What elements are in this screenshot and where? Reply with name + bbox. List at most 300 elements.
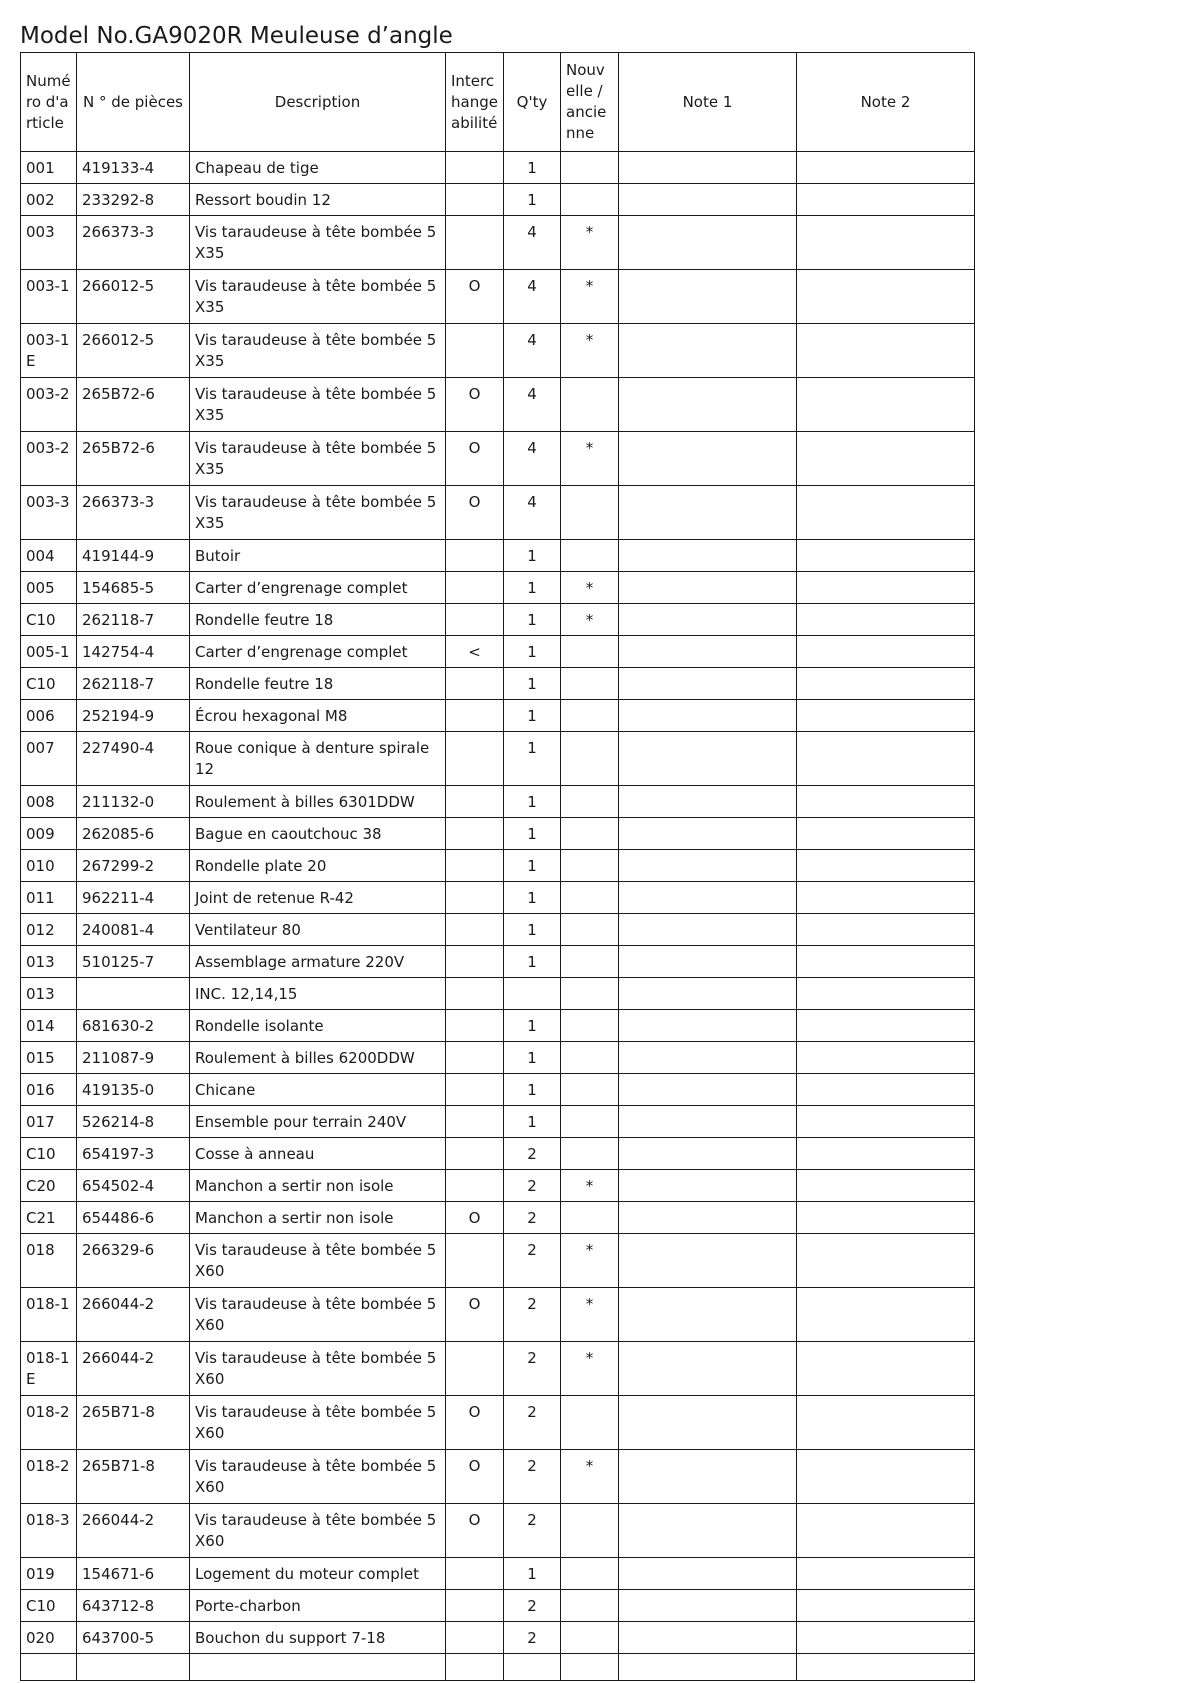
part-number-cell: 211132-0 <box>77 786 190 818</box>
interchangeability-cell <box>446 1234 504 1288</box>
interchangeability-cell <box>446 1342 504 1396</box>
description-cell: Rondelle feutre 18 <box>190 668 446 700</box>
table-row <box>21 1590 975 1622</box>
item-number-cell: C10 <box>21 604 77 636</box>
part-number-cell: 419133-4 <box>77 152 190 184</box>
description-cell: INC. 12,14,15 <box>190 978 446 1010</box>
new-old-cell <box>561 732 619 786</box>
item-number-cell: 005 <box>21 572 77 604</box>
interchangeability-cell <box>446 1170 504 1202</box>
new-old-cell: * <box>561 1170 619 1202</box>
note1-cell <box>619 850 797 882</box>
col-header-item: Numéro d'article <box>21 53 77 152</box>
quantity-cell: 1 <box>504 152 561 184</box>
item-number-cell: 003-2 <box>21 378 77 432</box>
description-cell: Vis taraudeuse à tête bombée 5X35 <box>190 378 446 432</box>
note2-cell <box>797 216 975 270</box>
interchangeability-cell <box>446 540 504 572</box>
description-cell: Ressort boudin 12 <box>190 184 446 216</box>
part-number-cell: 262085-6 <box>77 818 190 850</box>
part-number-cell: 266329-6 <box>77 1234 190 1288</box>
part-number-cell: 154671-6 <box>77 1558 190 1590</box>
description-cell: Vis taraudeuse à tête bombée 5X35 <box>190 216 446 270</box>
part-number-cell: 262118-7 <box>77 604 190 636</box>
interchangeability-cell <box>446 1558 504 1590</box>
note2-cell <box>797 978 975 1010</box>
part-number-cell: 266012-5 <box>77 324 190 378</box>
part-number-cell: 266044-2 <box>77 1504 190 1558</box>
quantity-cell: 4 <box>504 486 561 540</box>
quantity-cell: 1 <box>504 604 561 636</box>
note1-cell <box>619 978 797 1010</box>
item-number-cell: 003-2 <box>21 432 77 486</box>
new-old-cell <box>561 1074 619 1106</box>
new-old-cell <box>561 486 619 540</box>
quantity-cell: 1 <box>504 572 561 604</box>
table-row <box>21 1450 975 1504</box>
note2-cell <box>797 818 975 850</box>
quantity-cell: 1 <box>504 1010 561 1042</box>
quantity-cell: 2 <box>504 1342 561 1396</box>
part-number-cell: 266373-3 <box>77 216 190 270</box>
quantity-cell: 2 <box>504 1202 561 1234</box>
interchangeability-cell <box>446 668 504 700</box>
note1-cell <box>619 786 797 818</box>
description-cell: Rondelle plate 20 <box>190 850 446 882</box>
quantity-cell <box>504 1654 561 1681</box>
new-old-cell <box>561 786 619 818</box>
item-number-cell: C21 <box>21 1202 77 1234</box>
col-header-note1: Note 1 <box>619 53 797 152</box>
description-cell: Vis taraudeuse à tête bombée 5X35 <box>190 432 446 486</box>
item-number-cell: 003 <box>21 216 77 270</box>
item-number-cell: 018 <box>21 1234 77 1288</box>
table-row <box>21 1010 975 1042</box>
item-number-cell: 020 <box>21 1622 77 1654</box>
note2-cell <box>797 700 975 732</box>
interchangeability-cell <box>446 786 504 818</box>
table-row <box>21 1342 975 1396</box>
note1-cell <box>619 732 797 786</box>
interchangeability-cell: O <box>446 486 504 540</box>
new-old-cell <box>561 1106 619 1138</box>
quantity-cell: 2 <box>504 1170 561 1202</box>
note2-cell <box>797 184 975 216</box>
quantity-cell: 1 <box>504 786 561 818</box>
note2-cell <box>797 152 975 184</box>
interchangeability-cell <box>446 850 504 882</box>
part-number-cell: 240081-4 <box>77 914 190 946</box>
description-cell: Logement du moteur complet <box>190 1558 446 1590</box>
note2-cell <box>797 946 975 978</box>
description-cell: Vis taraudeuse à tête bombée 5X60 <box>190 1396 446 1450</box>
parts-table <box>20 52 975 1681</box>
interchangeability-cell <box>446 1622 504 1654</box>
quantity-cell: 1 <box>504 882 561 914</box>
item-number-cell: 007 <box>21 732 77 786</box>
description-cell: Assemblage armature 220V <box>190 946 446 978</box>
note2-cell <box>797 786 975 818</box>
interchangeability-cell: O <box>446 1450 504 1504</box>
col-header-interchangeability: Interchangeabilité <box>446 53 504 152</box>
note1-cell <box>619 1504 797 1558</box>
table-row <box>21 270 975 324</box>
part-number-cell: 643712-8 <box>77 1590 190 1622</box>
table-row <box>21 540 975 572</box>
note1-cell <box>619 378 797 432</box>
interchangeability-cell: O <box>446 378 504 432</box>
interchangeability-cell <box>446 572 504 604</box>
note1-cell <box>619 1654 797 1681</box>
new-old-cell <box>561 1042 619 1074</box>
item-number-cell: 018-1E <box>21 1342 77 1396</box>
note2-cell <box>797 486 975 540</box>
part-number-cell: 262118-7 <box>77 668 190 700</box>
quantity-cell: 4 <box>504 432 561 486</box>
item-number-cell: 010 <box>21 850 77 882</box>
table-row <box>21 604 975 636</box>
note2-cell <box>797 604 975 636</box>
note1-cell <box>619 882 797 914</box>
quantity-cell <box>504 978 561 1010</box>
note2-cell <box>797 668 975 700</box>
description-cell: Chapeau de tige <box>190 152 446 184</box>
item-number-cell: 018-1 <box>21 1288 77 1342</box>
note1-cell <box>619 1138 797 1170</box>
note2-cell <box>797 1074 975 1106</box>
description-cell: Manchon a sertir non isole <box>190 1202 446 1234</box>
description-cell: Vis taraudeuse à tête bombée 5X60 <box>190 1234 446 1288</box>
interchangeability-cell <box>446 700 504 732</box>
table-row <box>21 850 975 882</box>
item-number-cell: 009 <box>21 818 77 850</box>
part-number-cell: 654502-4 <box>77 1170 190 1202</box>
item-number-cell: 003-1E <box>21 324 77 378</box>
part-number-cell: 510125-7 <box>77 946 190 978</box>
quantity-cell: 1 <box>504 668 561 700</box>
new-old-cell <box>561 818 619 850</box>
item-number-cell: 016 <box>21 1074 77 1106</box>
part-number-cell: 142754-4 <box>77 636 190 668</box>
table-row <box>21 818 975 850</box>
description-cell: Vis taraudeuse à tête bombée 5X60 <box>190 1504 446 1558</box>
note2-cell <box>797 270 975 324</box>
description-cell: Roue conique à denture spirale 12 <box>190 732 446 786</box>
interchangeability-cell <box>446 216 504 270</box>
new-old-cell: * <box>561 572 619 604</box>
description-cell: Chicane <box>190 1074 446 1106</box>
description-cell: Écrou hexagonal M8 <box>190 700 446 732</box>
item-number-cell: 003-3 <box>21 486 77 540</box>
item-number-cell: 018-2 <box>21 1450 77 1504</box>
interchangeability-cell <box>446 882 504 914</box>
item-number-cell: 018-2 <box>21 1396 77 1450</box>
note2-cell <box>797 1170 975 1202</box>
quantity-cell: 4 <box>504 378 561 432</box>
item-number-cell: 005-1 <box>21 636 77 668</box>
interchangeability-cell: O <box>446 1504 504 1558</box>
table-row <box>21 636 975 668</box>
new-old-cell <box>561 914 619 946</box>
table-row <box>21 946 975 978</box>
new-old-cell <box>561 540 619 572</box>
part-number-cell: 643700-5 <box>77 1622 190 1654</box>
description-cell: Carter d’engrenage complet <box>190 572 446 604</box>
quantity-cell: 1 <box>504 1558 561 1590</box>
note2-cell <box>797 1042 975 1074</box>
note1-cell <box>619 636 797 668</box>
description-cell: Butoir <box>190 540 446 572</box>
description-cell: Vis taraudeuse à tête bombée 5X60 <box>190 1342 446 1396</box>
item-number-cell: 012 <box>21 914 77 946</box>
quantity-cell: 1 <box>504 700 561 732</box>
description-cell <box>190 1654 446 1681</box>
new-old-cell <box>561 1590 619 1622</box>
quantity-cell: 1 <box>504 732 561 786</box>
description-cell: Ventilateur 80 <box>190 914 446 946</box>
note1-cell <box>619 1450 797 1504</box>
note1-cell <box>619 540 797 572</box>
table-row <box>21 152 975 184</box>
part-number-cell <box>77 1654 190 1681</box>
new-old-cell: * <box>561 1234 619 1288</box>
quantity-cell: 4 <box>504 216 561 270</box>
new-old-cell: * <box>561 1342 619 1396</box>
quantity-cell: 1 <box>504 184 561 216</box>
description-cell: Vis taraudeuse à tête bombée 5X60 <box>190 1288 446 1342</box>
quantity-cell: 2 <box>504 1288 561 1342</box>
new-old-cell <box>561 1558 619 1590</box>
item-number-cell: C10 <box>21 1590 77 1622</box>
note2-cell <box>797 636 975 668</box>
note2-cell <box>797 1202 975 1234</box>
table-row <box>21 1558 975 1590</box>
quantity-cell: 1 <box>504 850 561 882</box>
quantity-cell: 1 <box>504 818 561 850</box>
quantity-cell: 1 <box>504 1106 561 1138</box>
note2-cell <box>797 432 975 486</box>
interchangeability-cell <box>446 324 504 378</box>
note1-cell <box>619 818 797 850</box>
quantity-cell: 1 <box>504 914 561 946</box>
table-row <box>21 572 975 604</box>
note2-cell <box>797 914 975 946</box>
new-old-cell <box>561 668 619 700</box>
quantity-cell: 2 <box>504 1504 561 1558</box>
table-row <box>21 668 975 700</box>
new-old-cell: * <box>561 1450 619 1504</box>
note1-cell <box>619 432 797 486</box>
part-number-cell: 154685-5 <box>77 572 190 604</box>
parts-table-body <box>21 152 975 1681</box>
interchangeability-cell <box>446 978 504 1010</box>
table-row <box>21 732 975 786</box>
new-old-cell <box>561 1654 619 1681</box>
interchangeability-cell <box>446 1590 504 1622</box>
note1-cell <box>619 1590 797 1622</box>
item-number-cell: 001 <box>21 152 77 184</box>
note2-cell <box>797 1504 975 1558</box>
table-row <box>21 1288 975 1342</box>
quantity-cell: 2 <box>504 1396 561 1450</box>
page-title: Model No.GA9020R Meuleuse d’angle <box>20 23 453 49</box>
quantity-cell: 4 <box>504 270 561 324</box>
interchangeability-cell: O <box>446 270 504 324</box>
note1-cell <box>619 270 797 324</box>
part-number-cell: 266044-2 <box>77 1288 190 1342</box>
col-header-description: Description <box>190 53 446 152</box>
quantity-cell: 2 <box>504 1450 561 1504</box>
table-row <box>21 324 975 378</box>
table-row <box>21 1042 975 1074</box>
table-row <box>21 1622 975 1654</box>
note1-cell <box>619 1342 797 1396</box>
new-old-cell <box>561 1138 619 1170</box>
item-number-cell: 006 <box>21 700 77 732</box>
item-number-cell: C20 <box>21 1170 77 1202</box>
description-cell: Roulement à billes 6301DDW <box>190 786 446 818</box>
interchangeability-cell: O <box>446 432 504 486</box>
part-number-cell: 419135-0 <box>77 1074 190 1106</box>
new-old-cell: * <box>561 270 619 324</box>
note1-cell <box>619 1558 797 1590</box>
table-row <box>21 1396 975 1450</box>
note1-cell <box>619 668 797 700</box>
new-old-cell <box>561 636 619 668</box>
interchangeability-cell <box>446 1074 504 1106</box>
part-number-cell: 419144-9 <box>77 540 190 572</box>
interchangeability-cell: O <box>446 1396 504 1450</box>
interchangeability-cell <box>446 1042 504 1074</box>
interchangeability-cell <box>446 1106 504 1138</box>
quantity-cell: 4 <box>504 324 561 378</box>
item-number-cell: 017 <box>21 1106 77 1138</box>
new-old-cell <box>561 1202 619 1234</box>
description-cell: Roulement à billes 6200DDW <box>190 1042 446 1074</box>
new-old-cell <box>561 1504 619 1558</box>
item-number-cell: 013 <box>21 978 77 1010</box>
note1-cell <box>619 1288 797 1342</box>
table-row <box>21 378 975 432</box>
table-row <box>21 216 975 270</box>
new-old-cell <box>561 978 619 1010</box>
item-number-cell: 002 <box>21 184 77 216</box>
part-number-cell: 654486-6 <box>77 1202 190 1234</box>
table-row <box>21 432 975 486</box>
item-number-cell: 019 <box>21 1558 77 1590</box>
note1-cell <box>619 152 797 184</box>
col-header-note2: Note 2 <box>797 53 975 152</box>
note2-cell <box>797 540 975 572</box>
note2-cell <box>797 1342 975 1396</box>
interchangeability-cell <box>446 914 504 946</box>
table-row <box>21 1074 975 1106</box>
interchangeability-cell <box>446 732 504 786</box>
note2-cell <box>797 1288 975 1342</box>
interchangeability-cell <box>446 818 504 850</box>
note1-cell <box>619 1170 797 1202</box>
header-row <box>21 53 975 152</box>
note1-cell <box>619 604 797 636</box>
interchangeability-cell <box>446 1654 504 1681</box>
note1-cell <box>619 1074 797 1106</box>
quantity-cell: 1 <box>504 540 561 572</box>
description-cell: Rondelle isolante <box>190 1010 446 1042</box>
note1-cell <box>619 1396 797 1450</box>
quantity-cell: 2 <box>504 1622 561 1654</box>
note2-cell <box>797 732 975 786</box>
note1-cell <box>619 486 797 540</box>
item-number-cell: 013 <box>21 946 77 978</box>
description-cell: Vis taraudeuse à tête bombée 5X35 <box>190 270 446 324</box>
note1-cell <box>619 1042 797 1074</box>
table-row <box>21 700 975 732</box>
new-old-cell <box>561 946 619 978</box>
item-number-cell: C10 <box>21 1138 77 1170</box>
quantity-cell: 1 <box>504 636 561 668</box>
description-cell: Joint de retenue R-42 <box>190 882 446 914</box>
new-old-cell <box>561 184 619 216</box>
note1-cell <box>619 324 797 378</box>
note2-cell <box>797 1234 975 1288</box>
note2-cell <box>797 572 975 604</box>
new-old-cell <box>561 1010 619 1042</box>
part-number-cell: 227490-4 <box>77 732 190 786</box>
note2-cell <box>797 882 975 914</box>
item-number-cell: 015 <box>21 1042 77 1074</box>
table-row <box>21 1170 975 1202</box>
new-old-cell <box>561 152 619 184</box>
item-number-cell: 004 <box>21 540 77 572</box>
interchangeability-cell <box>446 152 504 184</box>
part-number-cell: 266012-5 <box>77 270 190 324</box>
note1-cell <box>619 1234 797 1288</box>
note2-cell <box>797 1450 975 1504</box>
item-number-cell: C10 <box>21 668 77 700</box>
item-number-cell <box>21 1654 77 1681</box>
interchangeability-cell <box>446 1138 504 1170</box>
description-cell: Carter d’engrenage complet <box>190 636 446 668</box>
quantity-cell: 1 <box>504 946 561 978</box>
note1-cell <box>619 1106 797 1138</box>
col-header-qty: Q'ty <box>504 53 561 152</box>
part-number-cell: 266044-2 <box>77 1342 190 1396</box>
note1-cell <box>619 700 797 732</box>
part-number-cell: 654197-3 <box>77 1138 190 1170</box>
quantity-cell: 2 <box>504 1590 561 1622</box>
table-row <box>21 786 975 818</box>
part-number-cell: 211087-9 <box>77 1042 190 1074</box>
note1-cell <box>619 1010 797 1042</box>
part-number-cell: 267299-2 <box>77 850 190 882</box>
new-old-cell <box>561 700 619 732</box>
quantity-cell: 1 <box>504 1042 561 1074</box>
table-row <box>21 914 975 946</box>
interchangeability-cell <box>446 604 504 636</box>
interchangeability-cell <box>446 184 504 216</box>
part-number-cell: 252194-9 <box>77 700 190 732</box>
table-row <box>21 1504 975 1558</box>
note2-cell <box>797 1010 975 1042</box>
quantity-cell: 2 <box>504 1234 561 1288</box>
item-number-cell: 008 <box>21 786 77 818</box>
part-number-cell: 681630-2 <box>77 1010 190 1042</box>
description-cell: Bague en caoutchouc 38 <box>190 818 446 850</box>
new-old-cell <box>561 1622 619 1654</box>
note1-cell <box>619 572 797 604</box>
interchangeability-cell: O <box>446 1288 504 1342</box>
note1-cell <box>619 1622 797 1654</box>
